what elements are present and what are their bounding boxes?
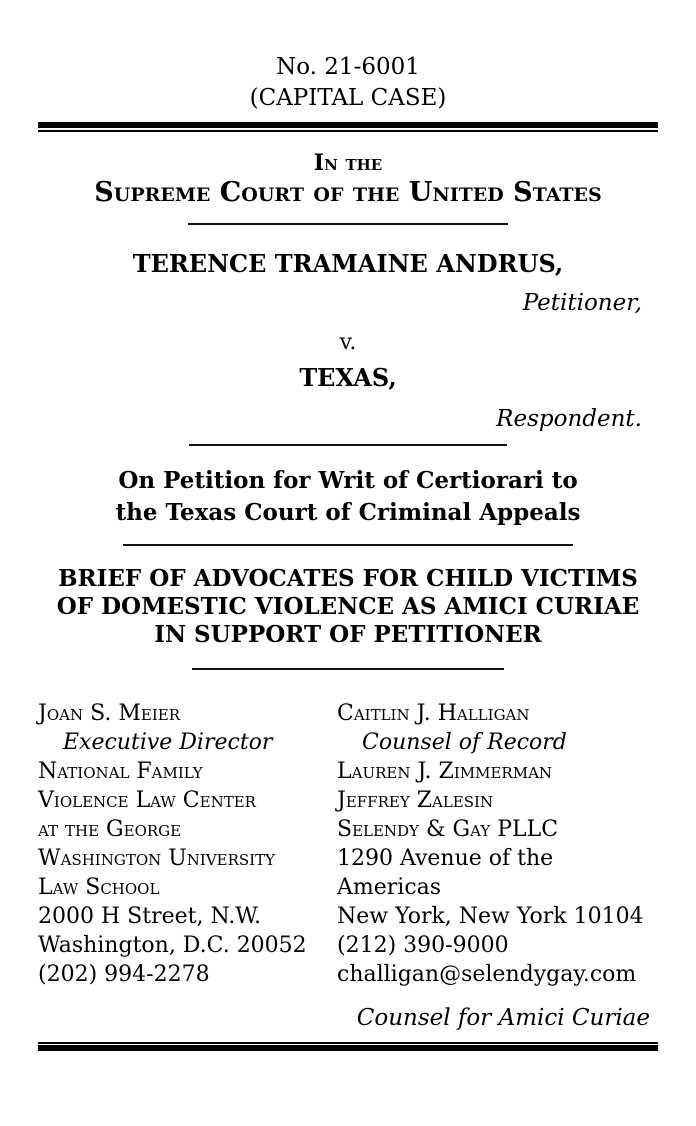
- brief-title-line-2: OF DOMESTIC VIOLENCE AS AMICI CURIAE: [56, 593, 640, 620]
- brief-title-line-3: IN SUPPORT OF PETITIONER: [154, 621, 542, 648]
- petition-line-1: On Petition for Writ of Certiorari to: [118, 467, 578, 494]
- attorney-name: Lauren J. Zimmerman: [337, 759, 553, 784]
- phone-number: (202) 994-2278: [38, 962, 210, 987]
- org-name-line: Washington University: [38, 846, 276, 871]
- attorney-name: Joan S. Meier: [38, 701, 180, 726]
- address-line: 2000 H Street, N.W.: [38, 904, 262, 929]
- petition-line-2: the Texas Court of Criminal Appeals: [115, 499, 581, 526]
- org-name-line: National Family: [38, 759, 203, 784]
- firm-name: Selendy & Gay PLLC: [337, 817, 559, 842]
- section-divider: [123, 544, 573, 546]
- brief-title: [38, 565, 658, 649]
- brief-title-line-1: BRIEF OF ADVOCATES FOR CHILD VICTIMS: [58, 565, 638, 592]
- rule-bar-thick: [38, 1045, 658, 1051]
- attorney-name: Caitlin J. Halligan: [337, 701, 530, 726]
- email-address: challigan@selendygay.com: [337, 962, 637, 987]
- attorney-name: Jeffrey Zalesin: [337, 788, 494, 813]
- org-name-line: at the George: [38, 817, 182, 842]
- petitioner-name: TERENCE TRAMAINE ANDRUS,: [132, 249, 564, 278]
- court-intro: In the: [313, 150, 383, 176]
- respondent-role-label: Respondent.: [496, 406, 642, 432]
- address-line: 1290 Avenue of the Americas: [337, 846, 554, 900]
- docket-number: No. 21-6001: [276, 54, 420, 80]
- docket-block: [38, 52, 658, 114]
- section-divider: [188, 223, 508, 225]
- phone-number: (212) 390-9000: [337, 933, 509, 958]
- versus-label: v.: [339, 330, 357, 355]
- court-name: Supreme Court of the United States: [94, 177, 602, 208]
- petition-statement: [38, 465, 658, 529]
- counsel-block: [38, 699, 658, 989]
- attorney-role: Executive Director: [63, 730, 273, 755]
- double-rule-top: [38, 122, 658, 132]
- counsel-left-column: [38, 699, 337, 989]
- respondent-name: TEXAS,: [299, 363, 397, 392]
- attorney-role: Counsel of Record: [362, 730, 567, 755]
- org-name-line: Law School: [38, 875, 160, 900]
- double-rule-bottom: [38, 1042, 658, 1051]
- rule-bar-thin: [38, 130, 658, 132]
- case-type-label: (CAPITAL CASE): [249, 85, 447, 111]
- address-line: Washington, D.C. 20052: [38, 933, 307, 958]
- section-divider: [192, 668, 504, 670]
- petitioner-role-label: Petitioner,: [522, 290, 642, 316]
- section-divider: [189, 444, 507, 446]
- counsel-right-column: [337, 699, 658, 989]
- org-name-line: Violence Law Center: [38, 788, 256, 813]
- counsel-footer: Counsel for Amici Curiae: [356, 1005, 650, 1031]
- address-line: New York, New York 10104: [337, 904, 644, 929]
